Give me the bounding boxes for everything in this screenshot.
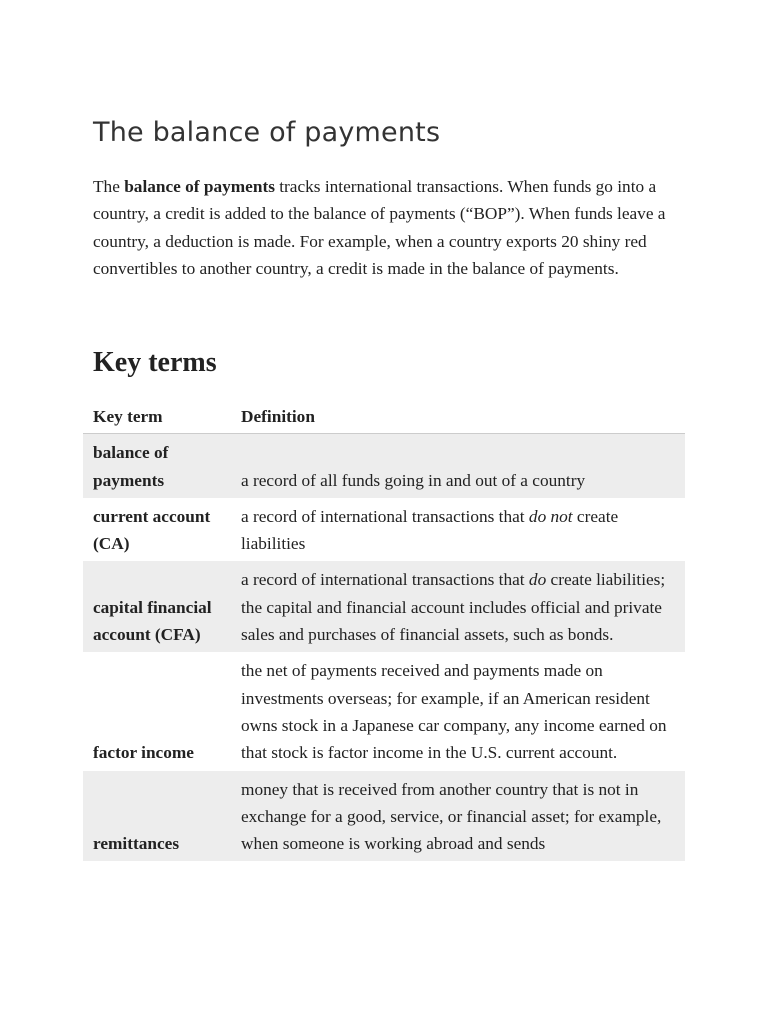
term-cell: balance of payments — [83, 434, 231, 498]
definition-cell — [231, 652, 685, 770]
table-row — [83, 561, 685, 652]
definition-emphasis: do not — [528, 506, 573, 526]
definition-cell — [231, 498, 685, 562]
definition-emphasis: do — [528, 570, 547, 590]
definition-cell — [231, 561, 685, 652]
table-row — [83, 498, 685, 562]
table-header-row — [83, 403, 685, 434]
table-row — [83, 771, 685, 862]
definition-text: money that is received from another country that is not in exchange for a good, service, or financial asset; for example, when someone is working abroad and sends — [241, 779, 662, 854]
term-cell: capital financial account (CFA) — [83, 561, 231, 652]
term-cell: remittances — [83, 771, 231, 862]
intro-text-start: The — [93, 177, 125, 196]
term-cell: current account (CA) — [93, 506, 211, 554]
definition-text-end: create liabilities — [241, 506, 619, 554]
intro-text-rest: tracks international transactions. When funds go into a country, a credit is added to the balance of payments (“BOP”). When funds leave a country, a deduction is made. For example, when a country exports 20 shiny red convertibles to another country, a credit is made in the balance of payments. — [93, 177, 666, 278]
definition-cell — [231, 434, 685, 498]
key-terms-table — [83, 403, 685, 861]
definition-text: a record of international transactions that — [241, 570, 529, 590]
table-row — [83, 434, 685, 498]
section-title: Key terms — [93, 347, 217, 378]
definition-text: the net of payments received and payments made on investments overseas; for example, if an American resident owns stock in a Japanese car company, any income earned on that stock is factor income in the U.S. current account. — [241, 661, 667, 763]
definition-text: a record of international transactions that — [241, 506, 529, 526]
term-cell: factor income — [93, 743, 194, 763]
definition-text-end: create liabilities; the capital and financial account includes official and private sales and purchases of financial assets, such as bonds. — [241, 570, 666, 645]
header-definition: Definition — [231, 403, 685, 434]
page-title: The balance of payments — [93, 117, 441, 148]
definition-text: a record of all funds going in and out of a country — [241, 470, 586, 490]
definition-cell — [231, 771, 685, 862]
header-key-term: Key term — [83, 403, 231, 434]
intro-paragraph — [93, 173, 668, 282]
table-row — [83, 652, 685, 770]
intro-bold-term: balance of payments — [124, 177, 275, 196]
